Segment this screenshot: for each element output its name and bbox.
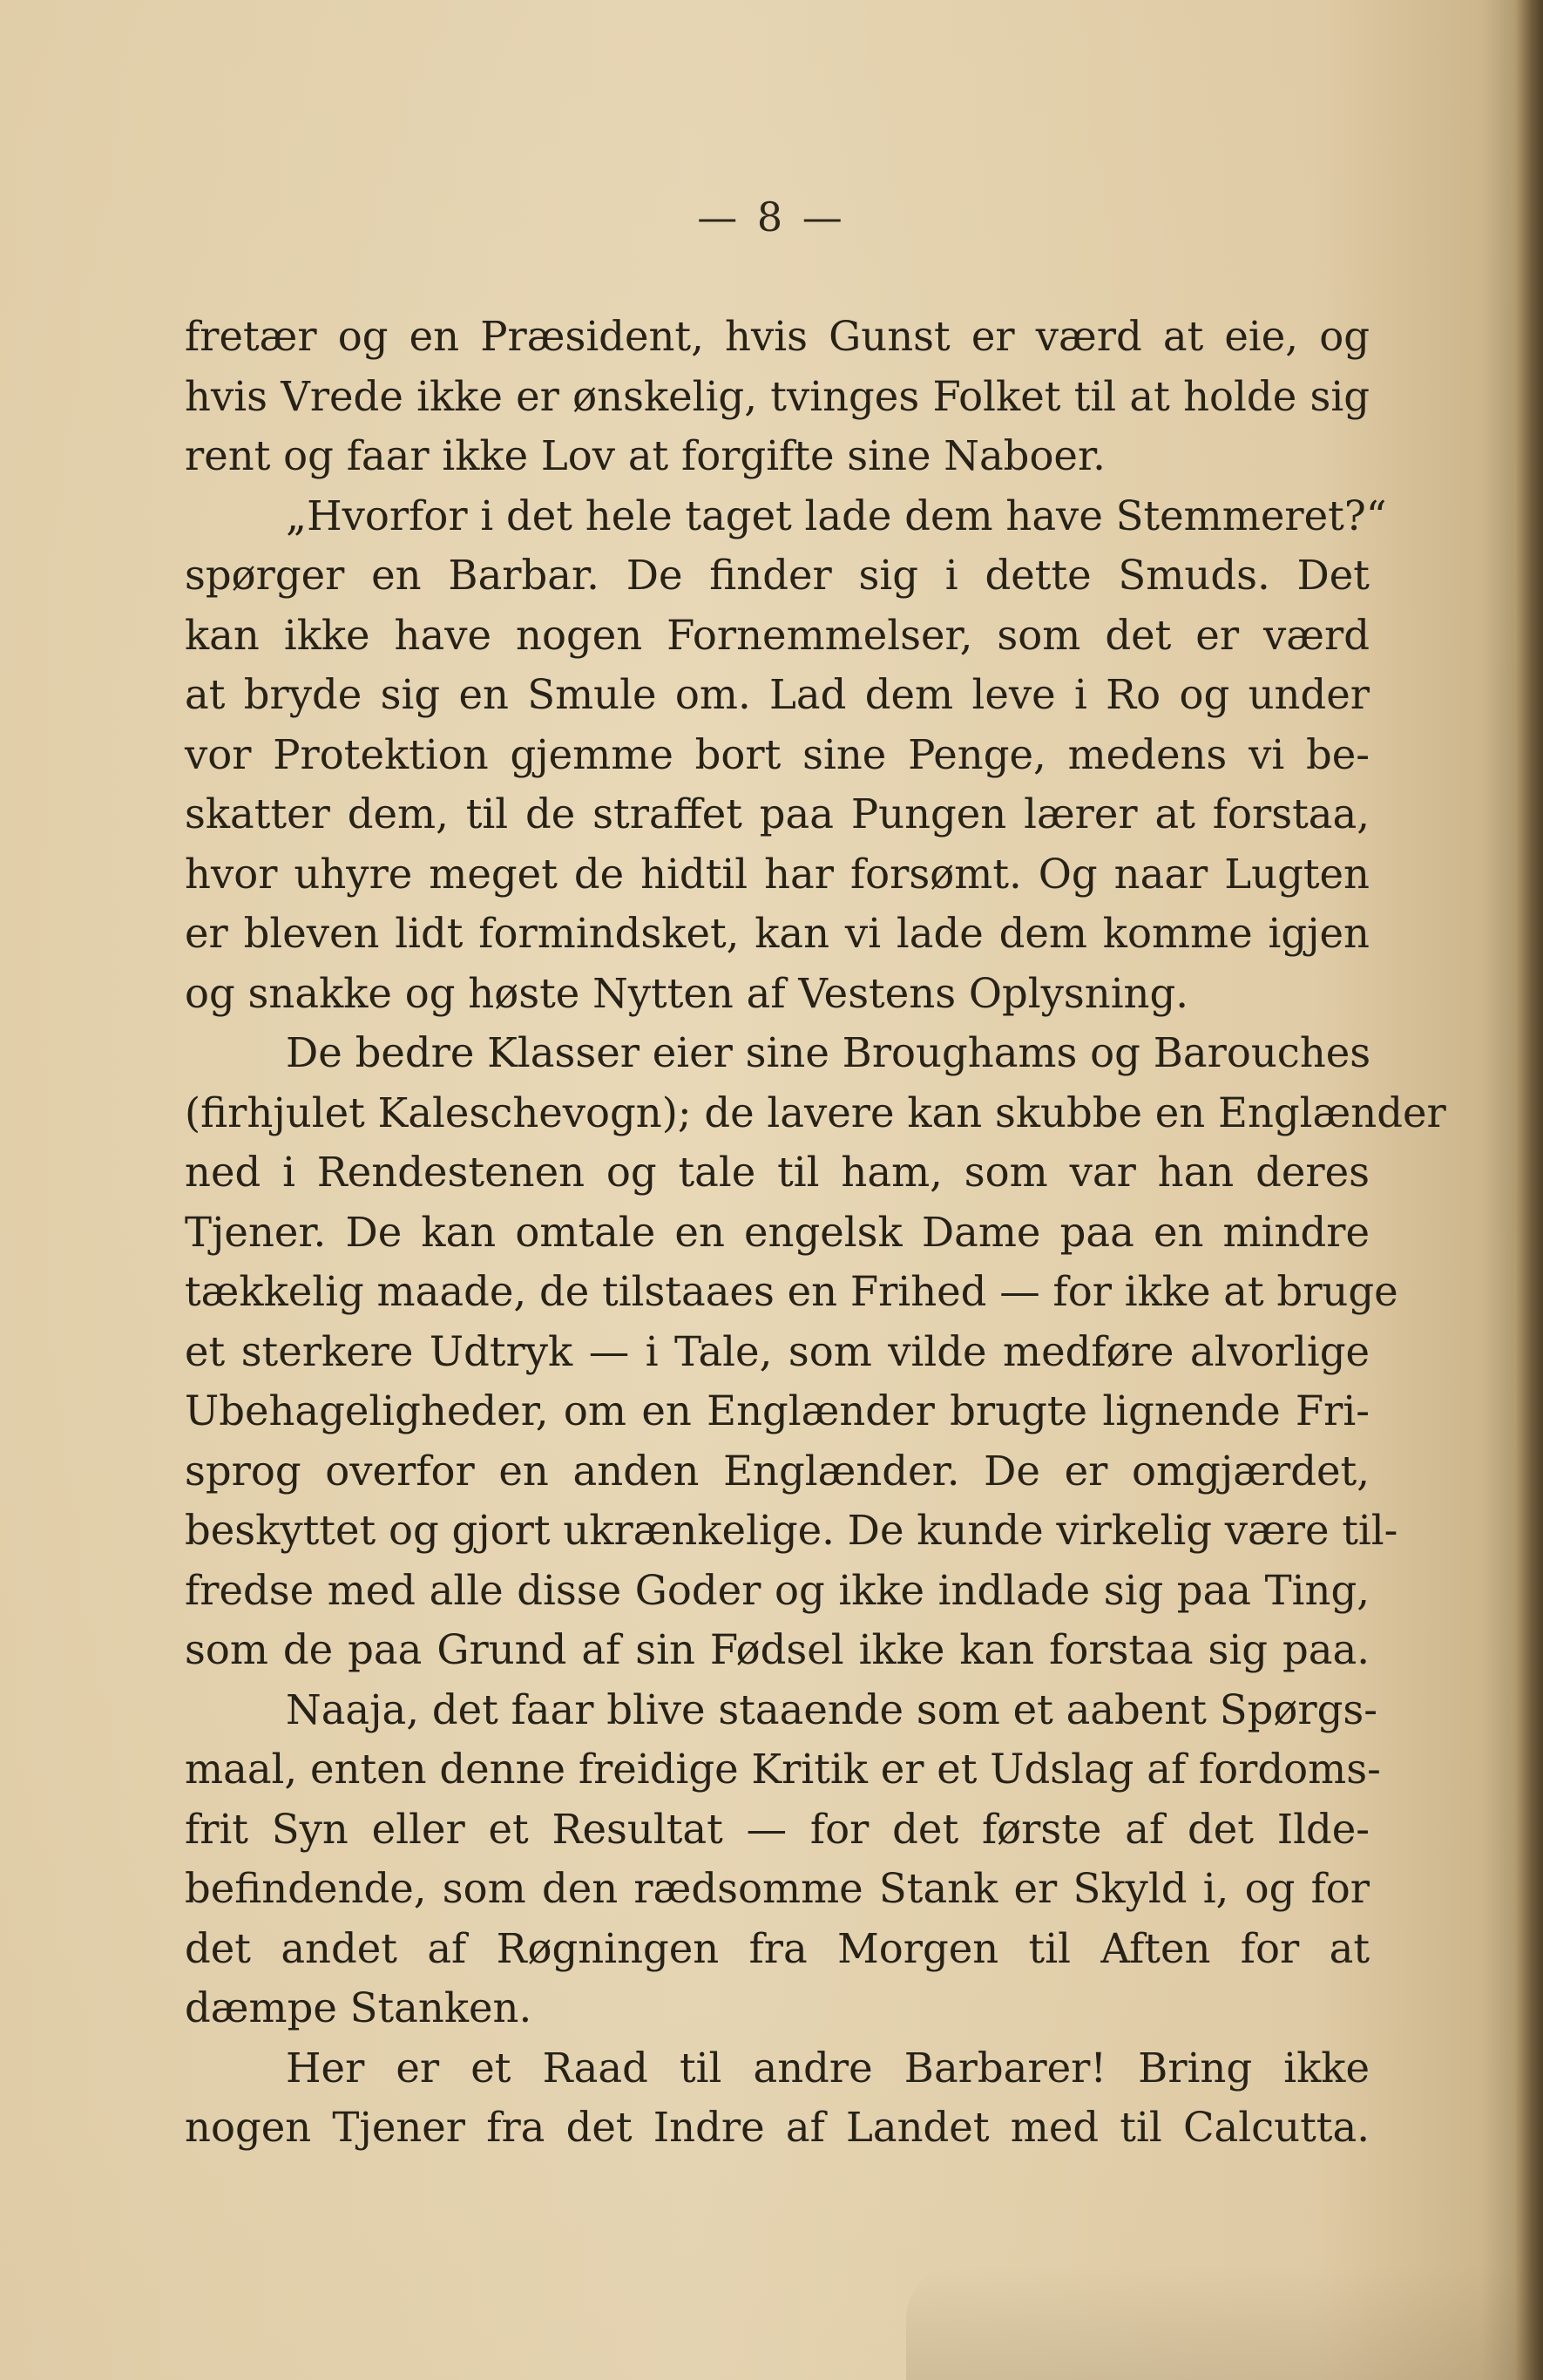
page-edge bbox=[1515, 0, 1543, 2380]
text-line: befindende, som den rædsomme Stank er Skyld i, og for bbox=[185, 1865, 1370, 1912]
text-line: fredse med alle disse Goder og ikke indlade sig paa Ting, bbox=[185, 1566, 1370, 1614]
text-line: at bryde sig en Smule om. Lad dem leve i Ro og under bbox=[185, 671, 1370, 718]
text-line: „Hvorfor i det hele taget lade dem have Stemmeret?“ bbox=[286, 492, 1387, 539]
text-line: dæmpe Stanken. bbox=[185, 1984, 532, 2031]
text-line: rent og faar ikke Lov at forgifte sine Naboer. bbox=[185, 432, 1106, 479]
text-line: beskyttet og gjort ukrænkelige. De kunde virkelig være til- bbox=[185, 1507, 1398, 1554]
text-line: som de paa Grund af sin Fødsel ikke kan forstaa sig paa. bbox=[185, 1626, 1370, 1673]
text-line: hvis Vrede ikke er ønskelig, tvinges Folket til at holde sig bbox=[185, 372, 1370, 420]
text-line: hvor uhyre meget de hidtil har forsømt. Og naar Lugten bbox=[185, 850, 1370, 898]
text-line: nogen Tjener fra det Indre af Landet med til Calcutta. bbox=[185, 2104, 1370, 2151]
paper-stain bbox=[906, 2266, 1533, 2380]
text-line: et sterkere Udtryk — i Tale, som vilde medføre alvorlige bbox=[185, 1327, 1370, 1375]
text-line: De bedre Klasser eier sine Broughams og Barouches bbox=[286, 1029, 1371, 1076]
text-line: spørger en Barbar. De finder sig i dette Smuds. Det bbox=[185, 552, 1370, 599]
text-line: det andet af Røgningen fra Morgen til Aften for at bbox=[185, 1924, 1370, 1972]
text-line: fretær og en Præsident, hvis Gunst er værd at eie, og bbox=[185, 313, 1370, 360]
text-line: Ubehageligheder, om en Englænder brugte lignende Fri- bbox=[185, 1387, 1370, 1434]
text-line: kan ikke have nogen Fornemmelser, som det er værd bbox=[185, 611, 1370, 659]
page-number: — 8 — bbox=[697, 193, 846, 241]
text-line: Tjener. De kan omtale en engelsk Dame paa en mindre bbox=[185, 1208, 1370, 1256]
text-line: maal, enten denne freidige Kritik er et Udslag af fordoms- bbox=[185, 1746, 1381, 1793]
text-line: tækkelig maade, de tilstaaes en Frihed — for ikke at bruge bbox=[185, 1268, 1398, 1315]
text-line: frit Syn eller et Resultat — for det første af det Ilde- bbox=[185, 1805, 1370, 1853]
text-line: vor Protektion gjemme bort sine Penge, medens vi be- bbox=[185, 730, 1370, 778]
text-line: er bleven lidt formindsket, kan vi lade dem komme igjen bbox=[185, 910, 1370, 957]
text-line: Her er et Raad til andre Barbarer! Bring ikke bbox=[286, 2044, 1370, 2092]
text-line: og snakke og høste Nytten af Vestens Oplysning. bbox=[185, 969, 1189, 1017]
text-line: sprog overfor en anden Englænder. De er omgjærdet, bbox=[185, 1447, 1370, 1495]
text-line: Naaja, det faar blive staaende som et aabent Spørgs- bbox=[286, 1685, 1377, 1733]
body-text bbox=[185, 307, 1446, 2158]
text-line: (firhjulet Kaleschevogn); de lavere kan skubbe en Englænder bbox=[185, 1088, 1446, 1136]
text-line: ned i Rendestenen og tale til ham, som var han deres bbox=[185, 1149, 1370, 1196]
text-line: skatter dem, til de straffet paa Pungen lærer at forstaa, bbox=[185, 790, 1370, 837]
